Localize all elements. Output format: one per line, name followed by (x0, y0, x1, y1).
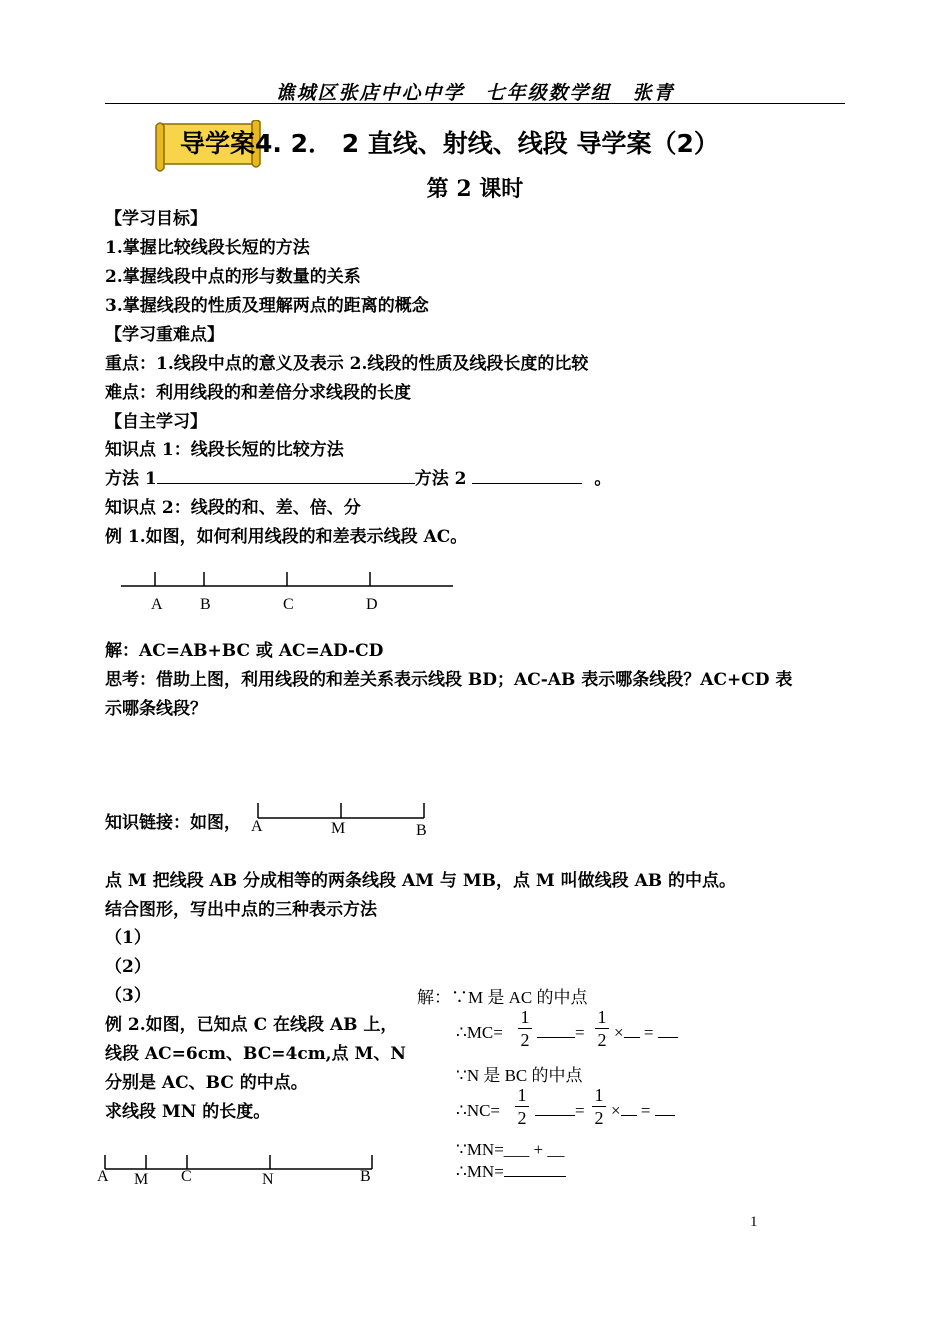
solution-line-4 (456, 1101, 500, 1121)
fraction-half-3: 1 2 (515, 1085, 529, 1128)
self-study-heading: 【自主学习】 (105, 412, 207, 432)
d1-label-a: A (151, 596, 163, 613)
mc-blank-2[interactable] (624, 1023, 640, 1038)
difficult-points: 难点：利用线段的和差倍分求线段的长度 (105, 383, 411, 403)
d1-label-b: B (200, 596, 211, 613)
midpoint-definition: 点 M 把线段 AB 分成相等的两条线段 AM 与 MB，点 M 叫做线段 AB 的中点。 (105, 871, 737, 891)
d1-label-c: C (283, 596, 294, 613)
example-2-line-3: 分别是 AC、BC 的中点。 (105, 1073, 308, 1093)
d3-label-a: A (97, 1168, 109, 1185)
goal-3: 3.掌握线段的性质及理解两点的距离的概念 (105, 296, 429, 316)
think-line-2: 示哪条线段？ (105, 699, 207, 719)
knowledge-2: 知识点 2：线段的和、差、倍、分 (105, 498, 361, 518)
knowledge-link: 知识链接：如图， (105, 813, 241, 833)
solution-line-2b: = (537, 1023, 585, 1043)
d2-label-a: A (251, 818, 263, 835)
example-2-line-1: 例 2.如图，已知点 C 在线段 AB 上， (105, 1015, 398, 1035)
nc-blank-2[interactable] (621, 1101, 637, 1116)
think-line-1: 思考：借助上图，利用线段的和差关系表示线段 BD；AC-AB 表示哪条线段？AC+CD 表 (105, 670, 793, 690)
solution-line-3: ∵N 是 BC 的中点 (456, 1066, 583, 1085)
solution-line-2 (456, 1023, 503, 1043)
key-points: 重点：1.线段中点的意义及表示 2.线段的性质及线段长度的比较 (105, 354, 589, 374)
page-title (180, 124, 719, 160)
example-2-line-4: 求线段 MN 的长度。 (105, 1102, 271, 1122)
fraction-half-4: 1 2 (592, 1085, 606, 1128)
mc-blank-3[interactable] (658, 1023, 678, 1038)
solution-line-2c: × = (614, 1023, 678, 1043)
goal-2: 2.掌握线段中点的形与数量的关系 (105, 267, 361, 287)
page-header: 谯城区张店中心中学 七年级数学组 张青 (275, 82, 675, 104)
method-1-blank[interactable] (157, 469, 415, 484)
subtitle: 第 2 课时 (426, 176, 524, 202)
solution-1: 解：AC=AB+BC 或 AC=AD-CD (105, 641, 384, 661)
solution-line-4b: = (535, 1101, 585, 1121)
page-number: 1 (750, 1214, 758, 1230)
mc-blank-1[interactable] (537, 1023, 575, 1038)
nc-blank-3[interactable] (655, 1101, 675, 1116)
fraction-half-1: 1 2 (518, 1007, 532, 1050)
mn-blank[interactable] (504, 1162, 566, 1177)
method-2-blank[interactable] (472, 469, 582, 484)
item-3: （3） (105, 986, 151, 1006)
d2-label-b: B (416, 822, 427, 839)
goal-1: 1.掌握比较线段长短的方法 (105, 238, 310, 258)
solution-line-4c: × = (611, 1101, 675, 1121)
segment-diagram-1 (118, 568, 458, 592)
item-1: （1） (105, 928, 151, 948)
solution-line-6 (456, 1162, 566, 1182)
nc-label: ∴NC= (456, 1101, 501, 1120)
knowledge-1: 知识点 1：线段长短的比较方法 (105, 440, 344, 460)
title-text: 4. 2． 2 直线、射线、线段 导学案（2） (255, 129, 719, 158)
d2-label-m: M (331, 820, 346, 837)
scroll-label: 导学案 (180, 129, 256, 158)
key-heading: 【学习重难点】 (105, 325, 224, 345)
d3-label-c: C (181, 1168, 192, 1185)
goals-heading: 【学习目标】 (105, 209, 207, 229)
fraction-half-2: 1 2 (595, 1007, 609, 1050)
example-1: 例 1.如图，如何利用线段的和差表示线段 AC。 (105, 527, 468, 547)
mn-label: ∴MN= (456, 1162, 504, 1181)
header-rule (105, 103, 845, 104)
segment-diagram-3 (100, 1153, 380, 1173)
d3-label-b: B (360, 1168, 371, 1185)
solution-line-5: ∵MN=___ + __ (456, 1140, 565, 1159)
methods-line (105, 464, 611, 489)
d1-label-d: D (366, 596, 378, 613)
d3-label-n: N (262, 1171, 274, 1188)
item-2: （2） (105, 957, 151, 977)
mc-label: ∴MC= (456, 1023, 503, 1042)
combine-instruction: 结合图形，写出中点的三种表示方法 (105, 900, 377, 920)
d3-label-m: M (134, 1171, 149, 1188)
solution-line-1: 解：∵M 是 AC 的中点 (417, 988, 588, 1007)
example-2-line-2: 线段 AC=6cm、BC=4cm,点 M、N (105, 1044, 406, 1064)
nc-blank-1[interactable] (535, 1101, 575, 1116)
method-1-label: 方法 1 (105, 469, 157, 489)
method-2-label: 方法 2 (414, 469, 467, 489)
segment-diagram-2 (252, 800, 432, 822)
method-period: 。 (594, 469, 612, 489)
